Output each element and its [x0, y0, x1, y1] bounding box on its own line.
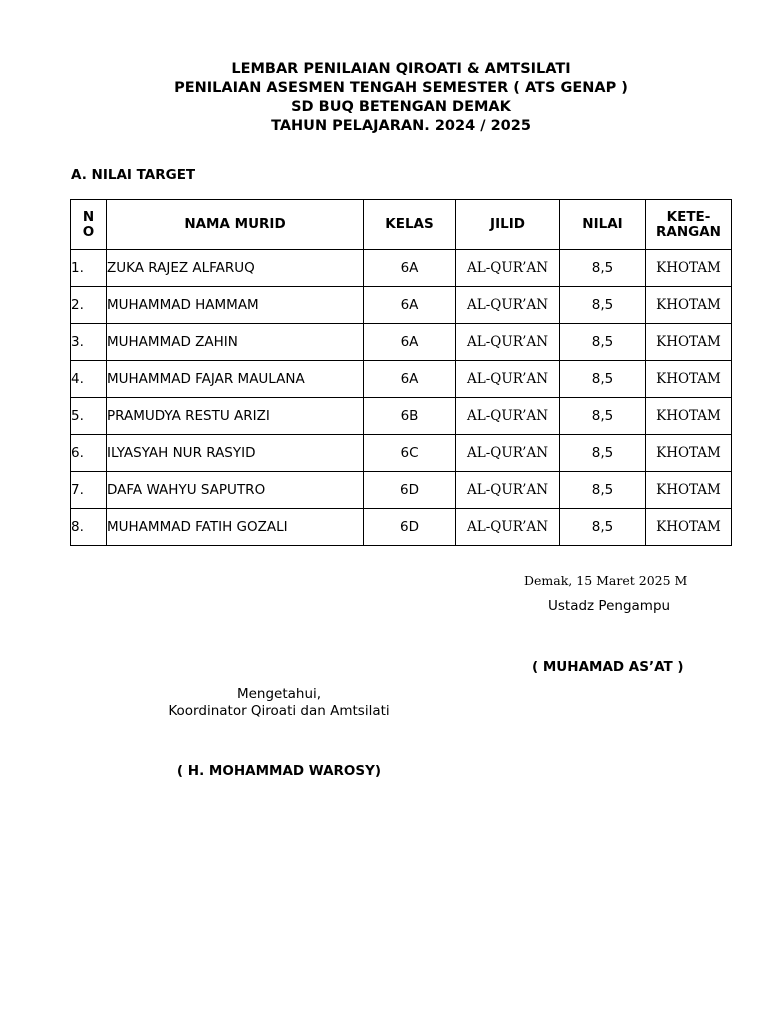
student-remark: KHOTAM: [646, 361, 732, 398]
table-row: [71, 250, 732, 287]
student-jilid: AL-QUR’AN: [456, 472, 560, 509]
header-ket-line2: RANGAN: [656, 223, 721, 240]
student-score: 8,5: [560, 324, 646, 361]
student-class: 6B: [364, 398, 456, 435]
student-remark: KHOTAM: [646, 324, 732, 361]
header-title: LEMBAR PENILAIAN QIROATI & AMTSILATI: [231, 61, 571, 77]
table-row: [71, 435, 732, 472]
student-score: 8,5: [560, 398, 646, 435]
header-name: NAMA MURID: [107, 200, 364, 250]
header-ket-line1: KETE-: [666, 208, 711, 225]
table-row: [71, 324, 732, 361]
row-number: 4.: [71, 361, 107, 398]
student-score: 8,5: [560, 435, 646, 472]
table-row: [71, 472, 732, 509]
student-score: 8,5: [560, 287, 646, 324]
row-number: 3.: [71, 324, 107, 361]
student-class: 6C: [364, 435, 456, 472]
coordinator-name: ( H. MOHAMMAD WAROSY): [176, 763, 382, 779]
header-no-line1: N: [82, 208, 95, 225]
student-jilid: AL-QUR’AN: [456, 324, 560, 361]
student-remark: KHOTAM: [646, 509, 732, 546]
student-remark: KHOTAM: [646, 287, 732, 324]
acknowledge-label: Mengetahui,: [236, 686, 322, 702]
student-class: 6D: [364, 472, 456, 509]
student-score: 8,5: [560, 250, 646, 287]
header-kelas: KELAS: [364, 200, 456, 250]
academic-year: TAHUN PELAJARAN. 2024 / 2025: [271, 118, 531, 134]
row-number: 2.: [71, 287, 107, 324]
student-name: MUHAMMAD HAMMAM: [107, 287, 364, 324]
student-score: 8,5: [560, 509, 646, 546]
row-number: 5.: [71, 398, 107, 435]
header-nilai: NILAI: [560, 200, 646, 250]
row-number: 6.: [71, 435, 107, 472]
document-header: [0, 60, 768, 136]
student-remark: KHOTAM: [646, 435, 732, 472]
student-jilid: AL-QUR’AN: [456, 361, 560, 398]
student-jilid: AL-QUR’AN: [456, 509, 560, 546]
row-number: 1.: [71, 250, 107, 287]
student-class: 6A: [364, 250, 456, 287]
student-class: 6A: [364, 287, 456, 324]
school-name: SD BUQ BETENGAN DEMAK: [291, 99, 511, 115]
header-subtitle: PENILAIAN ASESMEN TENGAH SEMESTER ( ATS GENAP ): [174, 80, 628, 96]
acknowledgement-block: [128, 686, 430, 720]
section-label: A. NILAI TARGET: [71, 167, 196, 183]
student-class: 6A: [364, 324, 456, 361]
student-name: MUHAMMAD FAJAR MAULANA: [107, 361, 364, 398]
header-jilid: JILID: [456, 200, 560, 250]
student-remark: KHOTAM: [646, 250, 732, 287]
place-date: Demak, 15 Maret 2025 M: [524, 573, 688, 588]
student-name: MUHAMMAD ZAHIN: [107, 324, 364, 361]
student-name: DAFA WAHYU SAPUTRO: [107, 472, 364, 509]
student-score: 8,5: [560, 361, 646, 398]
student-class: 6A: [364, 361, 456, 398]
student-name: MUHAMMAD FATIH GOZALI: [107, 509, 364, 546]
student-name: ZUKA RAJEZ ALFARUQ: [107, 250, 364, 287]
student-remark: KHOTAM: [646, 472, 732, 509]
header-keterangan: [646, 200, 732, 250]
coordinator-role: Koordinator Qiroati dan Amtsilati: [168, 703, 390, 719]
student-name: PRAMUDYA RESTU ARIZI: [107, 398, 364, 435]
table-row: [71, 398, 732, 435]
table-row: [71, 509, 732, 546]
teacher-name: ( MUHAMAD AS’AT ): [532, 659, 684, 675]
student-class: 6D: [364, 509, 456, 546]
student-score: 8,5: [560, 472, 646, 509]
student-jilid: AL-QUR’AN: [456, 250, 560, 287]
header-no: [71, 200, 107, 250]
student-remark: KHOTAM: [646, 398, 732, 435]
teacher-role: Ustadz Pengampu: [548, 598, 671, 614]
table-row: [71, 287, 732, 324]
grades-table: [70, 199, 732, 546]
student-name: ILYASYAH NUR RASYID: [107, 435, 364, 472]
table-header-row: [71, 200, 732, 250]
row-number: 8.: [71, 509, 107, 546]
row-number: 7.: [71, 472, 107, 509]
table-row: [71, 361, 732, 398]
header-no-line2: O: [82, 223, 95, 240]
student-jilid: AL-QUR’AN: [456, 287, 560, 324]
student-jilid: AL-QUR’AN: [456, 398, 560, 435]
student-jilid: AL-QUR’AN: [456, 435, 560, 472]
